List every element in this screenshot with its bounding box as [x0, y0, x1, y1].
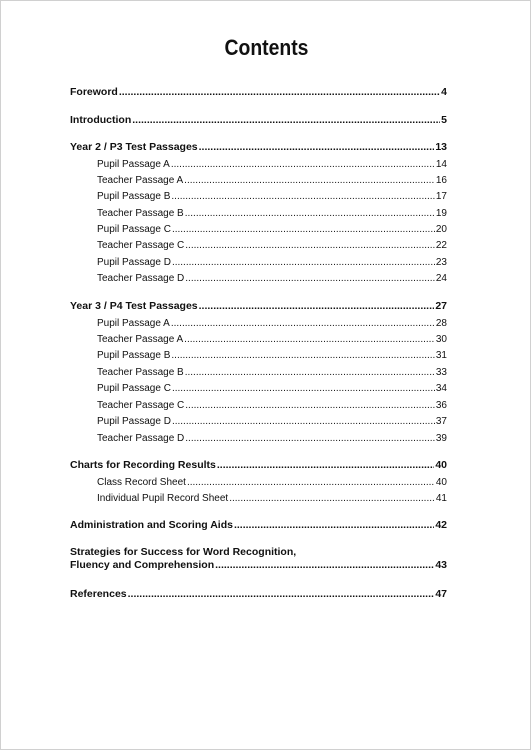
dot-leader: [215, 559, 434, 572]
toc-subentry[interactable]: [97, 476, 447, 489]
toc-entry-label: Introduction: [70, 114, 132, 126]
toc-subentry[interactable]: [97, 207, 447, 220]
dot-leader: [171, 158, 435, 171]
toc-subentry-page: 23: [435, 257, 447, 268]
toc-subentry-page: 36: [435, 400, 447, 411]
dot-leader: [172, 223, 435, 236]
dot-leader: [185, 207, 435, 220]
toc-subentry[interactable]: [97, 492, 447, 505]
toc-subentry[interactable]: [97, 349, 447, 362]
dot-leader: [119, 86, 440, 99]
dot-leader: [199, 141, 435, 154]
dot-leader: [185, 432, 435, 445]
toc-subentry-label: Teacher Passage C: [97, 400, 185, 411]
toc-entry-page: 4: [441, 86, 447, 98]
dot-leader: [128, 588, 435, 601]
dot-leader: [184, 174, 435, 187]
toc-entry-administration[interactable]: [70, 519, 447, 532]
toc-subentry-label: Pupil Passage B: [97, 191, 171, 202]
toc-subentry-label: Individual Pupil Record Sheet: [97, 493, 229, 504]
toc-entry-introduction[interactable]: [70, 114, 447, 127]
toc-entry-page: 5: [441, 114, 447, 126]
toc-subentry[interactable]: [97, 415, 447, 428]
toc-subentry-page: 37: [435, 416, 447, 427]
toc-subentry-page: 19: [435, 208, 447, 219]
toc-subentry-label: Pupil Passage D: [97, 416, 171, 427]
toc-subentry[interactable]: [97, 239, 447, 252]
dot-leader: [217, 459, 434, 472]
dot-leader: [132, 114, 440, 127]
toc-subentry[interactable]: [97, 317, 447, 330]
toc-entry-year3-section[interactable]: [70, 300, 447, 313]
toc-subentry-page: 33: [435, 367, 447, 378]
toc-subentry[interactable]: [97, 432, 447, 445]
toc-entry-references[interactable]: [70, 588, 447, 601]
toc-subentry-label: Pupil Passage A: [97, 159, 170, 170]
dot-leader: [171, 349, 434, 362]
toc-entry-charts-section[interactable]: [70, 459, 447, 472]
dot-leader: [172, 415, 435, 428]
toc-entry-line2: [70, 559, 447, 572]
toc-entry-page: 43: [435, 559, 447, 571]
page-title: Contents: [224, 35, 309, 60]
toc-subentry-label: Teacher Passage C: [97, 240, 185, 251]
dot-leader: [185, 272, 435, 285]
toc-entry-page: 42: [435, 519, 447, 531]
toc-entry-year2-section[interactable]: [70, 141, 447, 154]
toc-subentry[interactable]: [97, 223, 447, 236]
dot-leader: [171, 317, 435, 330]
toc-subentry[interactable]: [97, 174, 447, 187]
toc-subentry-page: 28: [435, 318, 447, 329]
toc-subentry[interactable]: [97, 256, 447, 269]
dot-leader: [185, 399, 435, 412]
toc-entry-page: 40: [435, 459, 447, 471]
dot-leader: [234, 519, 434, 532]
toc-entry-label: Year 3 / P4 Test Passages: [70, 300, 198, 312]
toc-subentry-page: 34: [435, 383, 447, 394]
toc-subentry-label: Pupil Passage A: [97, 318, 170, 329]
dot-leader: [187, 476, 435, 489]
dot-leader: [184, 333, 435, 346]
toc-subentry-page: 41: [435, 493, 447, 504]
toc-subentry-label: Teacher Passage B: [97, 208, 184, 219]
toc-subentry-page: 31: [435, 350, 447, 361]
toc-entry-label: Charts for Recording Results: [70, 459, 216, 471]
toc-subentry-label: Class Record Sheet: [97, 477, 186, 488]
toc-entry-page: 47: [435, 588, 447, 600]
toc-subentry[interactable]: [97, 366, 447, 379]
dot-leader: [199, 300, 435, 313]
toc-entry-strategies[interactable]: [70, 546, 447, 572]
toc-entry-label: Administration and Scoring Aids: [70, 519, 233, 531]
toc-entry-label: Foreword: [70, 86, 118, 98]
toc-subentry[interactable]: [97, 382, 447, 395]
toc-subentry[interactable]: [97, 333, 447, 346]
toc-entry-label: References: [70, 588, 127, 600]
toc-entry-foreword[interactable]: [70, 86, 447, 99]
toc-subentry-label: Teacher Passage A: [97, 334, 184, 345]
toc-subentry-label: Teacher Passage D: [97, 433, 185, 444]
dot-leader: [171, 190, 434, 203]
toc-subentry-label: Teacher Passage B: [97, 367, 184, 378]
toc-subentry-label: Pupil Passage B: [97, 350, 171, 361]
toc-subentry-label: Teacher Passage D: [97, 273, 185, 284]
dot-leader: [172, 382, 435, 395]
toc-subentry-label: Pupil Passage C: [97, 224, 171, 235]
toc-subentry-page: 40: [435, 477, 447, 488]
toc-subentry-page: 16: [435, 175, 447, 186]
toc-subentry-page: 20: [435, 224, 447, 235]
dot-leader: [229, 492, 435, 505]
toc-entry-label: Year 2 / P3 Test Passages: [70, 141, 198, 153]
toc-subentry-label: Pupil Passage D: [97, 257, 171, 268]
toc-subentry-page: 22: [435, 240, 447, 251]
toc-subentry-label: Teacher Passage A: [97, 175, 184, 186]
dot-leader: [185, 366, 435, 379]
toc-subentry[interactable]: [97, 272, 447, 285]
toc-subentry[interactable]: [97, 190, 447, 203]
toc-subentry-page: 30: [435, 334, 447, 345]
toc-subentry[interactable]: [97, 399, 447, 412]
toc-subentry-page: 17: [435, 191, 447, 202]
toc-subentry-page: 39: [435, 433, 447, 444]
toc-subentry-label: Pupil Passage C: [97, 383, 171, 394]
toc-entry-page: 27: [435, 300, 447, 312]
toc-entry-label-line1: Strategies for Success for Word Recognition,: [70, 546, 297, 558]
dot-leader: [172, 256, 435, 269]
toc-subentry-page: 14: [435, 159, 447, 170]
toc-entry-label-line2: Fluency and Comprehension: [70, 559, 215, 571]
toc-subentry[interactable]: [97, 158, 447, 171]
toc-subentry-page: 24: [435, 273, 447, 284]
toc-entry-page: 13: [435, 141, 447, 153]
dot-leader: [185, 239, 435, 252]
